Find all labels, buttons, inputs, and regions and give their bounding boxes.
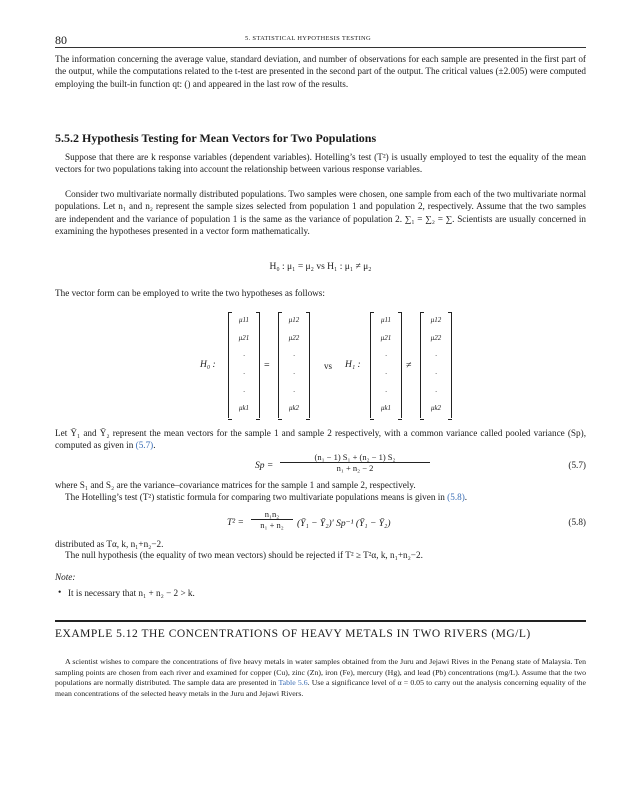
eq58-number: (5.8)	[568, 517, 586, 527]
section-paragraph-1: Suppose that there are k response variables (dependent variables). Hotelling’s test (T²) is usually employed to test the equality of the mean vectors for two populations taking into account the relationship between various response variables.	[55, 152, 586, 175]
example-rule	[55, 620, 586, 622]
vector-form-text: The vector form can be employed to write the two hypotheses as follows:	[55, 288, 325, 298]
eq58-lhs: T² =	[227, 518, 244, 528]
section-paragraph-5	[55, 491, 586, 503]
example-body-end: . Use a significance level of α = 0.05 to carry out the analysis concerning equality of the mean concentrations of the selected heavy metals in the Juru and Jejawi Rivers.	[55, 678, 586, 698]
eq58-denominator: n₁ + n₂	[260, 520, 284, 530]
eq58-fraction	[251, 509, 293, 530]
hypothesis-line: H₀ : μ₁ = μ₂ vs H₁ : μ₁ ≠ μ₂	[269, 262, 372, 272]
matrix-cell: ·	[385, 370, 387, 378]
matrix-cell: μk1	[380, 404, 392, 412]
eq58-rhs: (Ȳ₁ − Ȳ₂)′ Sp⁻¹ (Ȳ₁ − Ȳ₂)	[297, 519, 391, 529]
matrix-cell: ·	[293, 388, 295, 396]
equation-5-7	[55, 452, 586, 482]
matrix-cell: ·	[293, 370, 295, 378]
matrix-h0-col2	[278, 312, 310, 418]
matrix-cell: μ22	[288, 334, 300, 342]
equals-sign: =	[264, 360, 270, 371]
matrix-cell: ·	[243, 352, 245, 360]
vs-label: vs	[324, 361, 333, 371]
eq57-numerator: (n₁ − 1) S₁ + (n₂ − 1) S₂	[280, 452, 430, 463]
note-label: Note:	[55, 572, 76, 582]
intro-paragraph: The information concerning the average value, standard deviation, and number of observations for each sample are presented in the first part of the output, while the computations related to the t-test are presented in the second part of the output. The critical values (±2.005) were computed employing the built-in function qt: () and appeared in the last row of the results.	[55, 54, 586, 89]
matrix-cell: ·	[243, 388, 245, 396]
example-body-text: A scientist wishes to compare the concentrations of five heavy metals in water samples obtained from the Juru and Jejawi Rives in the Penang state of Malaysia. Ten sampling points are chosen from each river and examined for copper (Cu), zinc (Zn), iron (Fe), mercury (Hg), and lead (Pb) concentrations (mg/L). Assume that the two populations are normally distributed. The sample data are presented in	[55, 657, 586, 688]
matrix-cell: μ11	[239, 316, 249, 324]
matrix-cell: ·	[243, 370, 245, 378]
matrix-cell: ·	[385, 352, 387, 360]
running-head: 5. STATISTICAL HYPOTHESIS TESTING	[245, 35, 372, 42]
matrix-cell: ·	[385, 388, 387, 396]
matrix-cell: ·	[435, 352, 437, 360]
para5-end: .	[464, 492, 468, 502]
matrix-hypotheses	[0, 310, 625, 420]
h0-label: H₀ :	[200, 360, 216, 370]
para3-end: .	[153, 440, 156, 451]
eq57-fraction	[280, 452, 430, 473]
eq57-number: (5.7)	[568, 460, 586, 470]
header-rule	[55, 47, 586, 48]
para3-text: Let Ȳ₁ and Ȳ₂ represent the mean vectors for the sample 1 and sample 2 respectively, with a common variance called pooled variance (Sp), computed as given in	[55, 428, 586, 451]
eq57-lhs: Sp =	[255, 461, 274, 471]
matrix-cell: μ11	[381, 316, 391, 324]
example-body	[55, 657, 586, 699]
section-paragraph-2: Consider two multivariate normally distributed populations. Two samples were chosen, one sample from each of the two multivariate normal populations. Let n₁ and n₂ represent the sample sizes selected from population 1 and population 2, respectively. Assume that the two samples are independent and the variance of population 1 is the same as the variance of population 2. ∑₁ = ∑₂ = ∑. Scientists are usually concerned in examining the hypotheses presented in a vector form mathematically.	[55, 189, 586, 237]
bullet-text: It is necessary that n₁ + n₂ − 2 > k.	[68, 588, 195, 598]
not-equals-sign: ≠	[406, 360, 412, 371]
eq57-denominator: n₁ + n₂ − 2	[336, 463, 374, 473]
eq57-link[interactable]: (5.7)	[135, 440, 154, 451]
matrix-cell: ·	[293, 352, 295, 360]
example-title: EXAMPLE 5.12 THE CONCENTRATIONS OF HEAVY METALS IN TWO RIVERS (MG/L)	[55, 628, 531, 640]
eq58-numerator: n₁n₂	[251, 509, 293, 520]
equation-5-8	[55, 509, 586, 539]
bullet-dot: •	[58, 588, 62, 598]
null-rejection-text: The null hypothesis (the equality of two mean vectors) should be rejected if T² ≥ T²α, k, n₁+n₂−2.	[65, 550, 423, 560]
distributed-text: distributed as Tα, k, n₁+n₂−2.	[55, 539, 164, 549]
table-5-6-link[interactable]: Table 5.6	[278, 678, 308, 688]
matrix-cell: μk2	[288, 404, 300, 412]
eq58-link[interactable]: (5.8)	[447, 492, 465, 502]
matrix-cell: μ12	[430, 316, 442, 324]
para5-text: The Hotelling’s test (T²) statistic formula for comparing two multivariate populations means is given in	[65, 492, 448, 502]
matrix-cell: μ12	[288, 316, 300, 324]
matrix-cell: μ22	[430, 334, 442, 342]
section-title: 5.5.2 Hypothesis Testing for Mean Vectors for Two Populations	[55, 131, 377, 145]
section-paragraph-3	[55, 427, 586, 452]
matrix-h1-col2	[420, 312, 452, 418]
page-number: 80	[55, 33, 67, 47]
h1-label: H₁ :	[345, 360, 361, 370]
matrix-h1-col1	[370, 312, 402, 418]
matrix-h0-col1	[228, 312, 260, 418]
matrix-cell: μk2	[430, 404, 442, 412]
matrix-cell: ·	[435, 388, 437, 396]
matrix-cell: μk1	[238, 404, 250, 412]
section-paragraph-4: where S₁ and S₂ are the variance–covariance matrices for the sample 1 and sample 2, respectively.	[55, 480, 416, 490]
matrix-cell: ·	[435, 370, 437, 378]
matrix-cell: μ21	[380, 334, 392, 342]
matrix-cell: μ21	[238, 334, 250, 342]
